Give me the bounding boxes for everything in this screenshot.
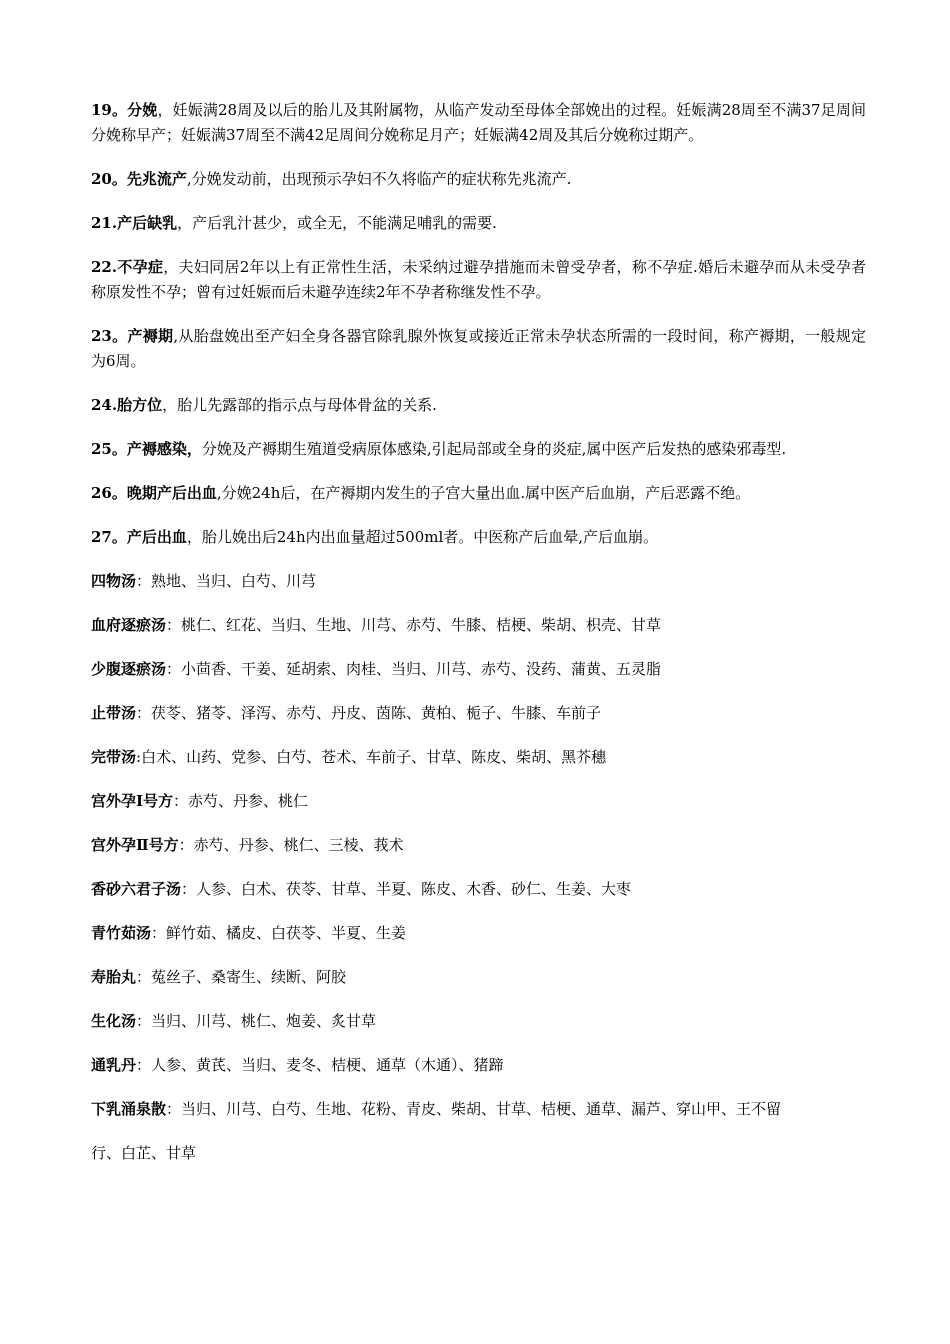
formula-ingredients: ：熟地、当归、白芍、川芎 bbox=[136, 572, 317, 590]
definition-paragraph bbox=[91, 98, 866, 148]
formula-name: 香砂六君子汤 bbox=[91, 880, 182, 898]
formula-name: 通乳丹 bbox=[91, 1056, 137, 1074]
definition-text: ，胎儿先露部的指示点与母体骨盆的关系. bbox=[162, 396, 437, 414]
formula-name: 生化汤 bbox=[91, 1012, 137, 1030]
formula-paragraph bbox=[91, 1053, 866, 1078]
definition-paragraph bbox=[91, 481, 866, 506]
definition-text: ,分娩24h后，在产褥期内发生的子宫大量出血.属中医产后血崩，产后恶露不绝。 bbox=[216, 484, 751, 502]
formula-name: 寿胎丸 bbox=[91, 968, 137, 986]
formula-ingredients: ：当归、川芎、白芍、生地、花粉、青皮、柴胡、甘草、桔梗、通草、漏芦、穿山甲、王不留 bbox=[166, 1100, 782, 1118]
formula-paragraph bbox=[91, 701, 866, 726]
document-page bbox=[91, 98, 866, 1185]
formula-paragraph bbox=[91, 965, 866, 990]
formula-name: 少腹逐瘀汤 bbox=[91, 660, 167, 678]
formula-name: 完带汤 bbox=[91, 748, 137, 766]
formula-name: 血府逐瘀汤 bbox=[91, 616, 167, 634]
term: 26。晚期产后出血 bbox=[91, 484, 217, 502]
formula-ingredients: ：人参、白术、茯苓、甘草、半夏、陈皮、木香、砂仁、生姜、大枣 bbox=[181, 880, 632, 898]
formula-paragraph bbox=[91, 921, 866, 946]
formula-continuation bbox=[91, 1141, 866, 1166]
definition-paragraph bbox=[91, 324, 866, 374]
formula-ingredients: ：赤芍、丹参、桃仁、三棱、莪术 bbox=[178, 836, 404, 854]
term: 19。分娩 bbox=[91, 101, 158, 119]
definition-text: ，妊娠满28周及以后的胎儿及其附属物，从临产发动至母体全部娩出的过程。妊娠满28周至不满37足周间分娩称早产；妊娠满37周至不满42足周间分娩称足月产；妊娠满42周及其后分娩称过期产。 bbox=[91, 101, 867, 144]
definition-text: ，胎儿娩出后24h内出血量超过500ml者。中医称产后血晕,产后血崩。 bbox=[186, 528, 659, 546]
formula-paragraph bbox=[91, 877, 866, 902]
formula-ingredients: ：菟丝子、桑寄生、续断、阿胶 bbox=[136, 968, 347, 986]
formula-ingredients: ：桃仁、红花、当归、生地、川芎、赤芍、牛膝、桔梗、柴胡、枳壳、甘草 bbox=[166, 616, 662, 634]
definition-paragraph bbox=[91, 437, 866, 462]
formula-name: 止带汤 bbox=[91, 704, 137, 722]
formula-paragraph bbox=[91, 1009, 866, 1034]
formula-ingredients: ：人参、黄芪、当归、麦冬、桔梗、通草（木通）、猪蹄 bbox=[136, 1056, 504, 1074]
formula-paragraph bbox=[91, 657, 866, 682]
definition-paragraph bbox=[91, 525, 866, 550]
formula-paragraph bbox=[91, 1097, 866, 1122]
term: 20。先兆流产 bbox=[91, 170, 187, 188]
formula-ingredients: 行、白芷、甘草 bbox=[91, 1144, 197, 1162]
term: 21.产后缺乳 bbox=[91, 214, 178, 232]
formula-name: 宫外孕Ⅰ号方 bbox=[91, 792, 174, 810]
definition-paragraph bbox=[91, 255, 866, 305]
formula-paragraph bbox=[91, 789, 866, 814]
term: 24.胎方位 bbox=[91, 396, 163, 414]
definition-text: 分娩及产褥期生殖道受病原体感染,引起局部或全身的炎症,属中医产后发热的感染邪毒型. bbox=[201, 440, 787, 458]
definition-paragraph bbox=[91, 393, 866, 418]
definition-text: ，产后乳汁甚少，或全无，不能满足哺乳的需要. bbox=[177, 214, 497, 232]
term: 23。产褥期 bbox=[91, 327, 174, 345]
formula-name: 四物汤 bbox=[91, 572, 137, 590]
definition-text: ,分娩发动前，出现预示孕妇不久将临产的症状称先兆流产. bbox=[186, 170, 572, 188]
formula-name: 青竹茹汤 bbox=[91, 924, 152, 942]
formula-ingredients: ：小茴香、干姜、延胡索、肉桂、当归、川芎、赤芍、没药、蒲黄、五灵脂 bbox=[166, 660, 662, 678]
formula-paragraph bbox=[91, 745, 866, 770]
term: 27。产后出血 bbox=[91, 528, 187, 546]
formula-ingredients: ：鲜竹茹、橘皮、白茯苓、半夏、生姜 bbox=[151, 924, 407, 942]
formula-paragraph bbox=[91, 833, 866, 858]
term: 22.不孕症 bbox=[91, 258, 164, 276]
definition-paragraph bbox=[91, 211, 866, 236]
formula-paragraph bbox=[91, 613, 866, 638]
formula-ingredients: :白术、山药、党参、白芍、苍术、车前子、甘草、陈皮、柴胡、黑芥穗 bbox=[136, 748, 607, 766]
formula-ingredients: ：当归、川芎、桃仁、炮姜、炙甘草 bbox=[136, 1012, 377, 1030]
formula-paragraph bbox=[91, 569, 866, 594]
term: 25。产褥感染， bbox=[91, 440, 202, 458]
formula-ingredients: ：赤芍、丹参、桃仁 bbox=[173, 792, 309, 810]
formula-name: 宫外孕Ⅱ号方 bbox=[91, 836, 179, 854]
definition-text: ,从胎盘娩出至产妇全身各器官除乳腺外恢复或接近正常未孕状态所需的一段时间，称产褥期，一般规定为6周。 bbox=[91, 327, 866, 370]
definition-text: ，夫妇同居2年以上有正常性生活，未采纳过避孕措施而未曾受孕者，称不孕症.婚后未避孕而从未受孕者称原发性不孕；曾有过妊娠而后未避孕连续2年不孕者称继发性不孕。 bbox=[91, 258, 866, 301]
formula-ingredients: ：茯苓、猪苓、泽泻、赤芍、丹皮、茵陈、黄柏、栀子、牛膝、车前子 bbox=[136, 704, 602, 722]
definition-paragraph bbox=[91, 167, 866, 192]
formula-name: 下乳涌泉散 bbox=[91, 1100, 167, 1118]
